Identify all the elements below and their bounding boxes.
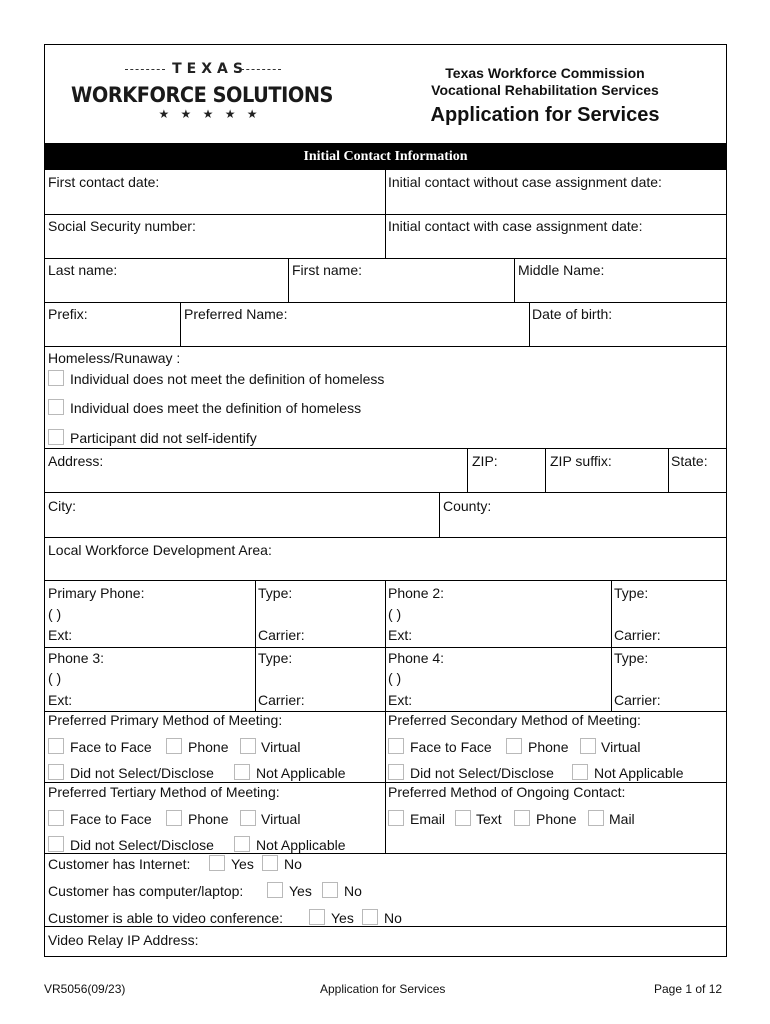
phone3-field[interactable]: Phone 3: [48, 650, 105, 666]
zip-suffix-field[interactable]: ZIP suffix: [550, 453, 612, 469]
secondary-dns-checkbox[interactable] [388, 764, 404, 780]
option-label: Yes [289, 883, 312, 899]
pref-primary-label: Preferred Primary Method of Meeting: [48, 712, 283, 728]
phone4-field[interactable]: Phone 4: [388, 650, 445, 666]
secondary-na-checkbox[interactable] [572, 764, 588, 780]
address-field[interactable]: Address: [48, 453, 104, 469]
computer-no-checkbox[interactable] [322, 882, 338, 898]
tertiary-na-checkbox[interactable] [234, 836, 250, 852]
option-label: Virtual [261, 811, 301, 827]
homeless-checkbox-meet[interactable] [48, 399, 64, 415]
logo-right-dash [241, 69, 281, 71]
divider [545, 448, 546, 492]
page-title: Application for Services [430, 104, 660, 126]
page-number: Page 1 of 12 [654, 982, 723, 996]
section-banner [45, 143, 726, 170]
primary-phone-checkbox[interactable] [166, 738, 182, 754]
option-label: Phone [188, 739, 229, 755]
primary-phone-type[interactable]: Type: [258, 585, 293, 601]
phone2-area: ( ) [388, 606, 402, 622]
phone2-ext[interactable]: Ext: [388, 627, 413, 643]
homeless-option-label: Participant did not self-identify [70, 430, 257, 446]
ssn-field[interactable]: Social Security number: [48, 218, 196, 234]
option-label: Phone [528, 739, 569, 755]
video-no-checkbox[interactable] [362, 909, 378, 925]
video-relay-ip-field[interactable]: Video Relay IP Address: [48, 932, 199, 948]
option-label: No [344, 883, 362, 899]
phone3-area: ( ) [48, 670, 62, 686]
option-label: Phone [536, 811, 577, 827]
secondary-virtual-checkbox[interactable] [580, 738, 596, 754]
city-field[interactable]: City: [48, 498, 76, 514]
zip-field[interactable]: ZIP: [472, 453, 498, 469]
first-name-field[interactable]: First name: [292, 262, 363, 278]
divider [288, 258, 289, 302]
rule [45, 346, 726, 347]
option-label: Face to Face [70, 811, 152, 827]
internet-no-checkbox[interactable] [262, 855, 278, 871]
state-field[interactable]: State: [671, 453, 708, 469]
primary-phone-carrier[interactable]: Carrier: [258, 627, 305, 643]
homeless-option-label: Individual does not meet the definition of homeless [70, 371, 385, 387]
rule [45, 258, 726, 259]
phone2-type[interactable]: Type: [614, 585, 649, 601]
logo-left-dash [125, 69, 165, 71]
county-field[interactable]: County: [443, 498, 492, 514]
option-label: Not Applicable [594, 765, 684, 781]
computer-yes-checkbox[interactable] [267, 882, 283, 898]
phone4-area: ( ) [388, 670, 402, 686]
video-label: Customer is able to video conference: [48, 910, 284, 926]
option-label: Face to Face [70, 739, 152, 755]
secondary-face-checkbox[interactable] [388, 738, 404, 754]
ongoing-mail-checkbox[interactable] [588, 810, 604, 826]
option-label: Yes [231, 856, 254, 872]
date-of-birth-field[interactable]: Date of birth: [532, 306, 613, 322]
preferred-name-field[interactable]: Preferred Name: [184, 306, 288, 322]
tertiary-face-checkbox[interactable] [48, 810, 64, 826]
last-name-field[interactable]: Last name: [48, 262, 118, 278]
agency-name: Texas Workforce Commission [445, 65, 645, 81]
tertiary-dns-checkbox[interactable] [48, 836, 64, 852]
computer-label: Customer has computer/laptop: [48, 883, 244, 899]
option-label: Email [410, 811, 446, 827]
phone3-type[interactable]: Type: [258, 650, 293, 666]
prefix-field[interactable]: Prefix: [48, 306, 88, 322]
rule [45, 302, 726, 303]
divider [439, 492, 440, 537]
homeless-option-label: Individual does meet the definition of homeless [70, 400, 362, 416]
option-label: Phone [188, 811, 229, 827]
initial-with-assignment-field[interactable]: Initial contact with case assignment date: [388, 218, 643, 234]
option-label: Face to Face [410, 739, 492, 755]
divider [180, 302, 181, 346]
option-label: Not Applicable [256, 765, 346, 781]
option-label: Text [476, 811, 502, 827]
option-label: Did not Select/Disclose [70, 837, 214, 853]
primary-phone-field[interactable]: Primary Phone: [48, 585, 145, 601]
secondary-phone-checkbox[interactable] [506, 738, 522, 754]
rule [45, 448, 726, 449]
homeless-label: Homeless/Runaway : [48, 350, 181, 366]
divider [668, 448, 669, 492]
option-label: Not Applicable [256, 837, 346, 853]
logo-workforce-solutions: WORKFORCE SOLUTIONS [71, 83, 333, 107]
option-label: Mail [609, 811, 635, 827]
pref-secondary-label: Preferred Secondary Method of Meeting: [388, 712, 641, 728]
phone2-field[interactable]: Phone 2: [388, 585, 445, 601]
primary-phone-area: ( ) [48, 606, 62, 622]
rule [45, 537, 726, 538]
homeless-checkbox-not-meet[interactable] [48, 370, 64, 386]
phone4-type[interactable]: Type: [614, 650, 649, 666]
phone3-carrier[interactable]: Carrier: [258, 692, 305, 708]
divider [514, 258, 515, 302]
divider [611, 580, 612, 711]
phone3-ext[interactable]: Ext: [48, 692, 73, 708]
first-contact-date-field[interactable]: First contact date: [48, 174, 160, 190]
homeless-checkbox-no-identify[interactable] [48, 429, 64, 445]
ongoing-email-checkbox[interactable] [388, 810, 404, 826]
logo-texas: TEXAS [172, 61, 248, 77]
video-yes-checkbox[interactable] [309, 909, 325, 925]
rule [45, 926, 726, 927]
divider [255, 580, 256, 711]
option-label: Did not Select/Disclose [70, 765, 214, 781]
option-label: No [384, 910, 402, 926]
primary-na-checkbox[interactable] [234, 764, 250, 780]
form-id: VR5056(09/23) [44, 982, 126, 996]
divider [467, 448, 468, 492]
divider [529, 302, 530, 346]
divider [385, 580, 386, 853]
phone4-carrier[interactable]: Carrier: [614, 692, 661, 708]
pref-tertiary-label: Preferred Tertiary Method of Meeting: [48, 784, 280, 800]
option-label: Virtual [261, 739, 301, 755]
primary-dns-checkbox[interactable] [48, 764, 64, 780]
logo-stars: ★ ★ ★ ★ ★ [158, 107, 262, 121]
rule [45, 853, 726, 854]
option-label: Did not Select/Disclose [410, 765, 554, 781]
divider [385, 170, 386, 258]
primary-phone-ext[interactable]: Ext: [48, 627, 73, 643]
rule [45, 492, 726, 493]
division-name: Vocational Rehabilitation Services [431, 82, 659, 98]
option-label: Virtual [601, 739, 641, 755]
phone4-ext[interactable]: Ext: [388, 692, 413, 708]
internet-yes-checkbox[interactable] [209, 855, 225, 871]
lwda-field[interactable]: Local Workforce Development Area: [48, 542, 272, 558]
primary-face-checkbox[interactable] [48, 738, 64, 754]
tertiary-virtual-checkbox[interactable] [240, 810, 256, 826]
tertiary-phone-checkbox[interactable] [166, 810, 182, 826]
ongoing-phone-checkbox[interactable] [514, 810, 530, 826]
option-label: Yes [331, 910, 354, 926]
initial-without-assignment-field[interactable]: Initial contact without case assignment date: [388, 174, 662, 190]
phone2-carrier[interactable]: Carrier: [614, 627, 661, 643]
primary-virtual-checkbox[interactable] [240, 738, 256, 754]
middle-name-field[interactable]: Middle Name: [518, 262, 605, 278]
internet-label: Customer has Internet: [48, 856, 191, 872]
ongoing-text-checkbox[interactable] [455, 810, 471, 826]
option-label: No [284, 856, 302, 872]
section-title: Initial Contact Information [303, 149, 468, 164]
footer-form-name: Application for Services [320, 982, 446, 996]
pref-ongoing-label: Preferred Method of Ongoing Contact: [388, 784, 626, 800]
